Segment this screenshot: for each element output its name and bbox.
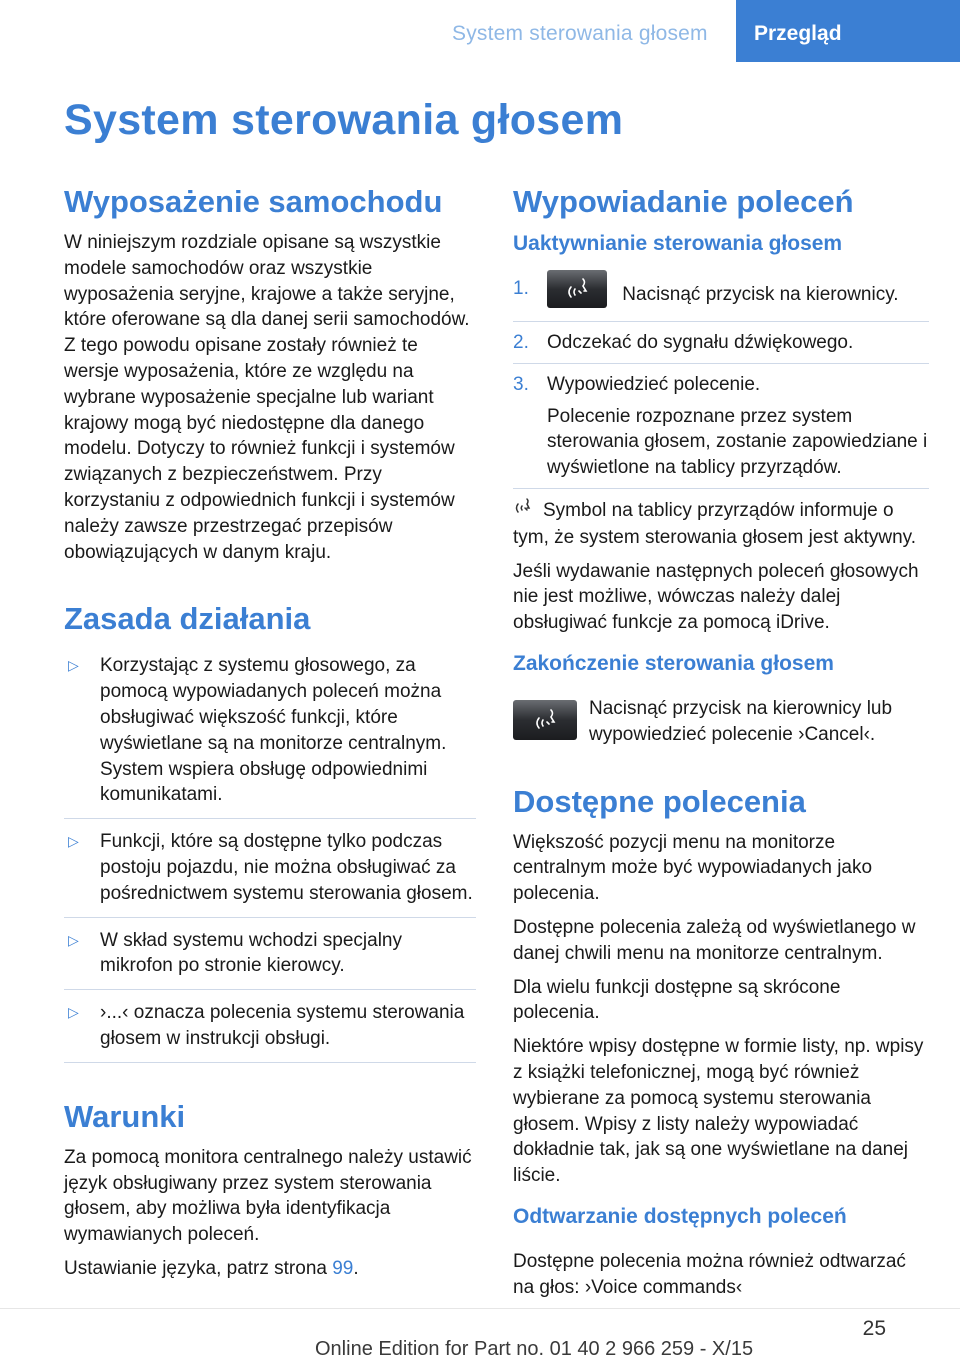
section-heading-available: Dostępne polecenia [513, 783, 806, 819]
end-text: Nacisnąć przycisk na kierownicy lub wypowiedzieć polecenie ›Cancel‹. [589, 697, 893, 745]
list-item-text: Korzystając z systemu głosowego, za pomocą wypowiadanych poleceń można obsługiwać większość funkcji, które wyświetlane są na monitorze centralnym. System wspiera obsługę odpowiednimi komunikatami. [100, 655, 447, 806]
step-text: Nacisnąć przycisk na kierownicy. [622, 284, 899, 306]
available-paragraph: Dla wielu funkcji dostępne są skrócone polecenia. [513, 976, 841, 1024]
list-item [64, 653, 476, 819]
available-paragraph: Większość pozycji menu na monitorze centralnym może być wypowiadanych jako polecenia. [513, 831, 873, 905]
step-number: 2. [513, 332, 529, 353]
page-number: 25 [862, 1317, 886, 1340]
page-link[interactable]: 99 [332, 1257, 354, 1279]
list-item [64, 829, 476, 917]
language-reference-paragraph [64, 1256, 476, 1282]
footer-edition: Online Edition for Part no. 01 40 2 966 259 - X/15 [315, 1338, 754, 1360]
left-column [64, 182, 476, 1290]
idrive-paragraph: Jeśli wydawanie następnych poleceń głosowych nie jest możliwe, wówczas należy dalej obsługiwać funkcje za pomocą iDrive. [513, 560, 919, 634]
reference-text: Ustawianie języka, patrz strona [64, 1257, 333, 1279]
conditions-paragraph: Za pomocą monitora centralnego należy ustawić język obsługiwany przez system sterowania głosem, aby możliwa była identyfikacja wymawianych poleceń. [64, 1146, 472, 1246]
voice-button-icon [547, 270, 607, 308]
step-text: Odczekać do sygnału dźwiękowego. [547, 332, 854, 353]
subheading-activate: Uaktywnianie sterowania głosem [513, 232, 843, 255]
bullet-triangle-icon: ▷ [68, 1004, 79, 1021]
subheading-end: Zakończenie sterowania głosem [513, 651, 834, 675]
step-number: 1. [513, 278, 529, 299]
voice-symbol-icon [513, 497, 535, 525]
bullet-triangle-icon: ▷ [68, 657, 79, 674]
section-heading-equipment: Wyposażenie samochodu [64, 184, 443, 219]
playback-paragraph: Dostępne polecenia można również odtwarzać na głos: ›Voice commands‹ [513, 1250, 906, 1298]
voice-symbol-icon [563, 275, 593, 303]
bullet-triangle-icon: ▷ [68, 931, 79, 948]
step-subtext: Polecenie rozpoznane przez system sterowania głosem, zostanie zapowiedziane i wyświetlone na tablicy przyrządów. [547, 405, 928, 479]
step-text: Wypowiedzieć polecenie. [547, 373, 761, 395]
step-number: 3. [513, 373, 529, 395]
available-paragraph: Dostępne polecenia zależą od wyświetlanego w danej chwili menu na monitorze centralnym. [513, 916, 916, 964]
step-item [513, 276, 929, 322]
subheading-playback: Odtwarzanie dostępnych poleceń [513, 1204, 847, 1228]
voice-button-icon [513, 700, 577, 740]
footer-divider [0, 1308, 960, 1309]
principle-list [64, 653, 476, 1062]
symbol-paragraph [513, 497, 929, 551]
section-heading-principle: Zasada działania [64, 601, 311, 637]
bullet-triangle-icon: ▷ [68, 833, 79, 850]
list-item [64, 928, 476, 991]
steps-list [513, 276, 929, 489]
reference-end: . [353, 1257, 359, 1279]
page-title: System sterowania głosem [64, 96, 624, 144]
list-item-text: Funkcji, które są dostępne tylko podczas postoju pojazdu, nie można obsługiwać za pośrednictwem systemu sterowania głosem. [100, 831, 473, 904]
list-item-text: ›...‹ oznacza polecenia systemu sterowania głosem w instrukcji obsługi. [100, 1002, 465, 1049]
section-heading-commands: Wypowiadanie poleceń [513, 184, 854, 219]
header-tab: Przegląd [736, 0, 960, 62]
step-item [513, 372, 929, 489]
header-section-label: System sterowania głosem [452, 22, 708, 45]
list-item-text: W skład systemu wchodzi specjalny mikrofon po stronie kierowcy. [100, 929, 402, 977]
right-column [513, 182, 929, 1309]
step-item [513, 330, 929, 364]
available-paragraph: Niektóre wpisy dostępne w formie listy, np. wpisy z książki telefonicznej, mogą być również wybierane za pomocą systemu sterowania głosem. Wpisy z listy należy wypowiadać dokładnie tak, jak są one wyświetlane na danej liście. [513, 1036, 924, 1187]
list-item [64, 1000, 476, 1063]
section-heading-conditions: Warunki [64, 1098, 186, 1134]
symbol-text: Symbol na tablicy przyrządów informuje o tym, że system sterowania głosem jest aktywny. [513, 499, 916, 548]
end-instruction [513, 696, 929, 748]
equipment-paragraph: W niniejszym rozdziale opisane są wszystkie modele samochodów oraz wszystkie wyposażenia seryjne, krajowe a także seryjne, które oferowane są dla danej serii samochodów. Z tego powodu opisane zostały również te wersje wyposażenia, które ze względu na wybrane wyposażenie specjalne lub wariant krajowy mogą być niedostępne dla danego modelu. Dotyczy to również funkcji i systemów związanych z bezpieczeństwem. Przy korzystaniu z odpowiednich funkcji i systemów należy zawsze przestrzegać przepisów obowiązujących w danym kraju. [64, 232, 470, 563]
